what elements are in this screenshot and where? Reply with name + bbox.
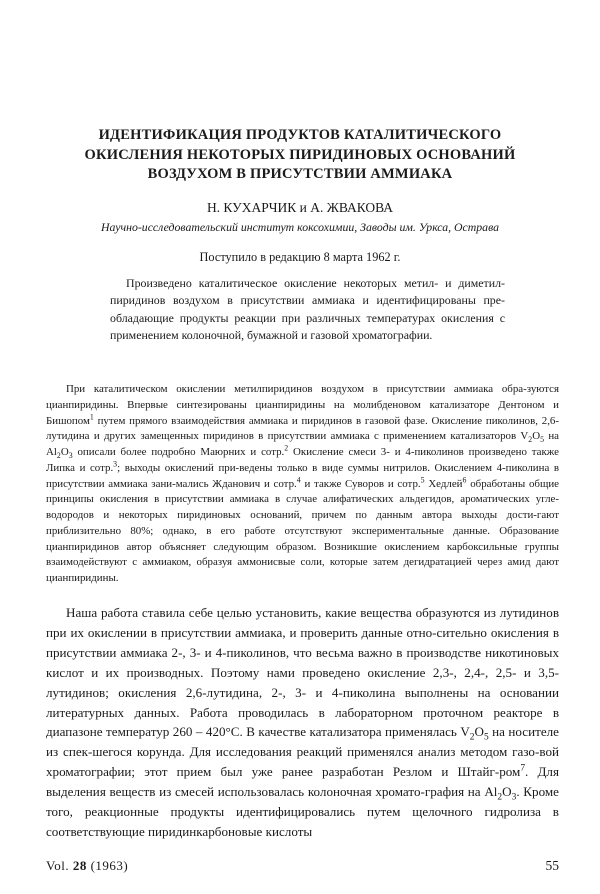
journal-volume xyxy=(46,858,128,874)
page-footer xyxy=(46,858,559,876)
citation-ref: 1 xyxy=(89,411,94,421)
text-segment: на Al xyxy=(46,430,559,458)
volume-label: Vol. xyxy=(46,858,70,873)
title-line: ВОЗДУХОМ В ПРИСУТСТВИИ АММИАКА xyxy=(147,166,453,182)
formula-subscript: 3 xyxy=(511,792,517,803)
received-date: Поступило в редакцию 8 марта 1962 г. xyxy=(199,250,401,264)
text-segment: ; выходы окислений при-ведены только в виде суммы нитрилов. Окислением 4-пиколина в присутствии аммиака зани-мались Жданович и сотр. xyxy=(46,461,559,490)
text-segment: и также Суворов и сотр. xyxy=(300,477,421,490)
title-line: ИДЕНТИФИКАЦИЯ ПРОДУКТОВ КАТАЛИТИЧЕСКОГО xyxy=(98,127,502,143)
abstract: Произведено каталитическое окисление некоторых метил- и диметил-пиридинов воздухом в присутствии аммиака и идентифицированы пре-обладающие продукты реакции при различных температурах окисления с применением колоночной, бумажной и газовой хроматографии. xyxy=(110,276,505,343)
authors: Н. КУХАРЧИК и А. ЖВАКОВА xyxy=(206,200,394,215)
text-segment: обработаны общие принципы окисления в присутствии аммиака в случае алифатических альдегидов, ароматических угле-водородов и некоторых пиридиновых оснований, причем по данным автора выходы дости-гают приблизительно 80%; однако, в его работе отсутствуют экспериментальные данные. Образование цианпиридинов автор объясняет следующим образом. Возникшие окислением карбоксильные группы взаимодействуют с аммиаком, образуя аммонисвые соли, которые затем дегидратацией через амид дают цианпиридины. xyxy=(46,477,560,584)
affiliation: Научно-исследовательский институт коксохимии, Заводы им. Уркса, Острава xyxy=(100,220,500,234)
volume-number: 28 xyxy=(72,858,87,873)
citation-ref: 7 xyxy=(520,763,526,774)
volume-year: (1963) xyxy=(90,858,129,873)
text-segment: O xyxy=(474,724,484,740)
text-segment: . Для выделения веществ из смесей использовалась колоночная хромато-графия на Al xyxy=(46,764,559,800)
page-number: 55 xyxy=(545,858,559,873)
formula-subscript: 2 xyxy=(497,792,503,803)
text-segment: . Кроме того, реакционные продукты идентифицировались путем щелочного гидролиза в соответствующие пиридинкарбоновые кислоты xyxy=(46,784,559,839)
text-segment: O xyxy=(60,446,69,458)
formula-subscript: 2 xyxy=(528,435,533,445)
formula-subscript: 2 xyxy=(56,451,61,461)
text-segment: на носителе из спек-шегося корунда. Для исследования реакций применялся анализ методом газо-вой хроматографии; этот прием был уже ранее разработан Резлом и Штайг-ром xyxy=(46,724,559,780)
text-segment: При каталитическом окислении метилпиридинов воздухом в присутствии аммиака обра-зуются цианпиридины. Впервые синтезированы цианпиридины на молибденовом катализаторе Дентоном и Бишопом xyxy=(46,383,559,427)
citation-ref: 3 xyxy=(113,459,118,469)
text-segment: O xyxy=(502,784,512,800)
citation-ref: 5 xyxy=(420,474,425,484)
citation-ref: 2 xyxy=(284,443,289,453)
citation-ref: 4 xyxy=(296,474,301,484)
text-segment: описали более подробно Маюрних и сотр. xyxy=(72,446,285,458)
text-segment: Окисление смеси 3- и 4-пиколинов произведено также Липка и сотр. xyxy=(46,446,559,474)
formula-subscript: 5 xyxy=(483,733,489,744)
citation-ref: 6 xyxy=(462,474,467,484)
text-segment: Наша работа ставила себе целью установить, какие вещества образуются из лутидинов при их окислении в присутствии аммиака, и проверить данные отно-сительно окисления в присутствии аммиака 2-, 3- и 4-пиколинов, что весьма важно в производстве никотиновых кислот и их производных. Поэтому нами проведено окисление 2,3-, 2,4-, 2,5- и 3,5-лутидинов; окисления 2,6-лутидина, 2-, 3- и 4-пиколина выполнены на основании литературных данных. Работа проводилась в лабораторном проточном реакторе в диапазоне температур 260 – 420°C. В качестве катализатора применялась V xyxy=(46,605,559,740)
main-paragraph xyxy=(46,603,559,842)
text-segment: путем прямого взаимодействия аммиака и пиридинов в газовой фазе. Окисление пиколинов, 2,6-лутидина и других замещенных пиридинов в присутствии аммиака с применением катализаторов V xyxy=(46,414,559,443)
formula-subscript: 3 xyxy=(68,451,73,461)
text-segment: Хедлей xyxy=(424,477,463,490)
text-segment: O xyxy=(532,430,541,443)
formula-subscript: 5 xyxy=(540,435,545,445)
intro-paragraph xyxy=(46,382,559,587)
title-line: ОКИСЛЕНИЯ НЕКОТОРЫХ ПИРИДИНОВЫХ ОСНОВАНИЙ xyxy=(84,146,516,163)
article-title xyxy=(60,126,540,185)
formula-subscript: 2 xyxy=(469,733,475,744)
